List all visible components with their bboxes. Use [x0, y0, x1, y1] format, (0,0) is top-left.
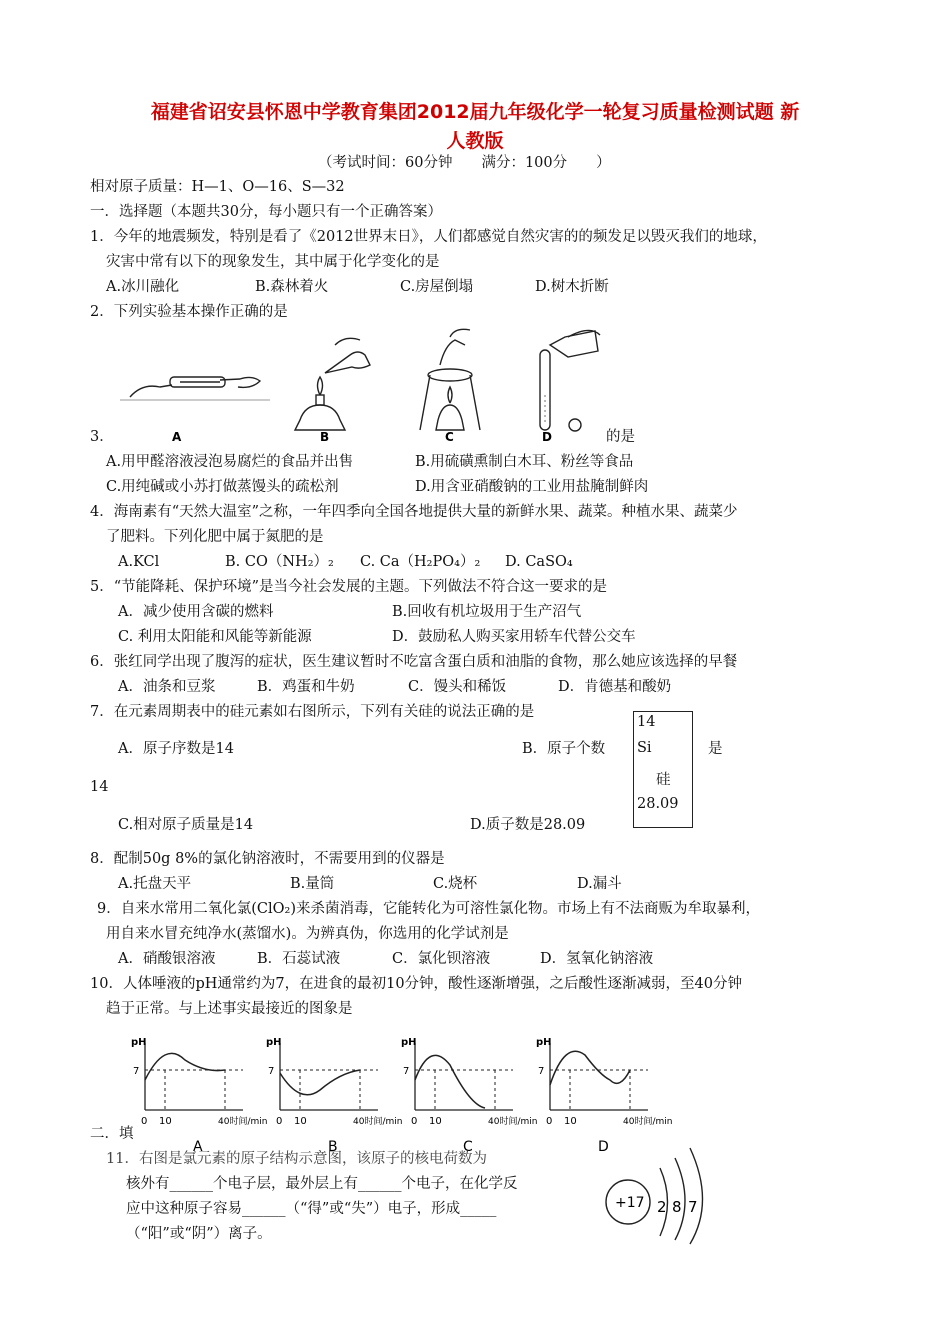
title-line-2: 人教版: [446, 130, 504, 152]
q7-option-b-tail: 是: [708, 741, 723, 757]
chlorine-atom-diagram: [600, 1140, 730, 1240]
q9-line-1: 9．自来水常用二氧化氯(ClO₂)来杀菌消毒，它能转化为可溶性氯化物。市场上有不法商贩为牟取暴利，: [97, 901, 760, 917]
q4-line-1: 4．海南素有“天然大温室”之称，一年四季向全国各地提供大量的新鲜水果、蔬菜。种植水果、蔬菜少: [90, 504, 738, 520]
q3-option-b: B.用硫磺熏制白木耳、粉丝等食品: [415, 454, 634, 470]
x-tick-0: 0: [141, 1116, 148, 1127]
y-axis-label: pH: [131, 1037, 147, 1048]
q4-line-2: 了肥料。下列化肥中属于氮肥的是: [106, 529, 324, 545]
y-tick-7: 7: [268, 1066, 275, 1077]
section-2-heading: 二．填: [90, 1126, 134, 1142]
q4-option-a: A.KCl: [118, 554, 160, 570]
q5-option-b: B.回收有机垃圾用于生产沼气: [392, 604, 582, 620]
shell-electrons-1: 2: [657, 1198, 667, 1216]
q4-option-b: B. CO（NH₂）₂: [225, 554, 334, 570]
q8-option-b: B.量筒: [290, 876, 335, 892]
ph-curve: [280, 1070, 360, 1095]
q4-option-c: C. Ca（H₂PO₄）₂: [360, 554, 481, 570]
page-title: [80, 98, 870, 156]
x-tick-40: 40时间/min: [623, 1117, 673, 1127]
q9-option-c: C．氯化钡溶液: [392, 951, 491, 967]
q2-label-c: C: [445, 430, 454, 444]
q6-option-b: B．鸡蛋和牛奶: [257, 679, 355, 695]
q3-option-d: D.用含亚硝酸钠的工业用盐腌制鲜肉: [415, 479, 649, 495]
ph-curve: [415, 1055, 485, 1108]
q8-stem: 8．配制50g 8%的氯化钠溶液时，不需要用到的仪器是: [90, 851, 445, 867]
q2-label-a: A: [172, 430, 182, 444]
nucleus-charge: +17: [615, 1195, 645, 1211]
q11-line-1: 11．右图是氯元素的原子结构示意图，该原子的核电荷数为: [106, 1151, 487, 1167]
atomic-mass: 相对原子质量：H—1、O—16、S—32: [90, 179, 345, 195]
q11-line-3: 应中这种原子容易______（“得”或“失”）电子，形成_____: [126, 1201, 497, 1217]
q5-option-d: D．鼓励私人购买家用轿车代替公交车: [392, 629, 636, 645]
x-tick-10: 10: [159, 1116, 172, 1127]
x-tick-10: 10: [564, 1116, 577, 1127]
q7-option-c: C.相对原子质量是14: [118, 817, 254, 833]
x-tick-40: 40时间/min: [353, 1117, 403, 1127]
title-line-1: 福建省诏安县怀恩中学教育集团2012届九年级化学一轮复习质量检测试题 新: [150, 101, 800, 123]
q6-option-a: A．油条和豆浆: [118, 679, 216, 695]
q1-option-c: C.房屋倒塌: [400, 279, 474, 295]
y-axis-label: pH: [401, 1037, 417, 1048]
shell-electrons-3: 7: [688, 1198, 698, 1216]
q1-line-1: 1．今年的地震频发，特别是看了《2012世界末日》，人们都感觉自然灾害的的频发足以毁灭我们的地球，: [90, 229, 767, 245]
x-tick-0: 0: [411, 1116, 418, 1127]
q6-option-d: D．肯德基和酸奶: [558, 679, 672, 695]
q7-option-a: A．原子序数是14: [118, 741, 234, 757]
graph-label: B: [328, 1139, 338, 1155]
q2-label-d: D: [542, 430, 552, 444]
q2-figure: [120, 325, 620, 445]
ph-graph-b: [266, 1037, 402, 1155]
q10-graphs: [125, 1035, 673, 1160]
graph-label: A: [193, 1139, 203, 1155]
exam-info: （考试时间：60分钟 满分：100分 ）: [318, 155, 611, 171]
x-tick-40: 40时间/min: [488, 1117, 538, 1127]
graph-label: D: [598, 1139, 609, 1155]
q5-option-c: C. 利用太阳能和风能等新能源: [118, 629, 312, 645]
q2-figure-b: [295, 338, 370, 430]
ph-graph-a: [131, 1037, 267, 1155]
q2-stem: 2．下列实验基本操作正确的是: [90, 304, 288, 320]
q9-line-2: 用自来水冒充纯净水(蒸馏水)。为辨真伪，你选用的化学试剂是: [106, 926, 509, 942]
y-tick-7: 7: [133, 1066, 140, 1077]
q6-option-c: C．馒头和稀饭: [408, 679, 507, 695]
y-tick-7: 7: [538, 1066, 545, 1077]
q11-line-2: 核外有______个电子层，最外层上有______个电子，在化学反: [126, 1176, 518, 1192]
q1-option-b: B.森林着火: [255, 279, 329, 295]
q2-figure-d: [540, 330, 600, 431]
q10-line-1: 10．人体唾液的pH通常约为7，在进食的最初10分钟，酸性逐渐增强，之后酸性逐渐减弱，至40分钟: [90, 976, 743, 992]
x-tick-40: 40时间/min: [218, 1117, 268, 1127]
ph-curve: [550, 1051, 630, 1085]
q2-figure-a: [120, 377, 270, 400]
q8-option-c: C.烧杯: [433, 876, 478, 892]
q1-option-d: D.树木折断: [535, 279, 609, 295]
element-number: 14: [637, 714, 656, 730]
q8-option-a: A.托盘天平: [118, 876, 192, 892]
y-axis-label: pH: [266, 1037, 282, 1048]
y-tick-7: 7: [403, 1066, 410, 1077]
q7-option-d: D.质子数是28.09: [470, 817, 586, 833]
silicon-element-box: [633, 711, 693, 828]
q7-option-b: B．原子个数: [522, 741, 606, 757]
q5-stem: 5．“节能降耗、保护环境”是当今社会发展的主题。下列做法不符合这一要求的是: [90, 579, 608, 595]
q9-option-d: D．氢氧化钠溶液: [540, 951, 654, 967]
q10-line-2: 趋于正常。与上述事实最接近的图象是: [106, 1001, 353, 1017]
q4-option-d: D. CaSO₄: [505, 554, 573, 570]
x-tick-0: 0: [276, 1116, 283, 1127]
x-tick-10: 10: [429, 1116, 442, 1127]
ph-graph-c: [401, 1037, 537, 1155]
x-tick-0: 0: [546, 1116, 553, 1127]
q9-option-a: A．硝酸银溶液: [118, 951, 216, 967]
ph-curve: [145, 1053, 225, 1080]
shell-electrons-2: 8: [672, 1198, 682, 1216]
x-tick-10: 10: [294, 1116, 307, 1127]
q1-line-2: 灾害中常有以下的现象发生，其中属于化学变化的是: [106, 254, 440, 270]
q11-line-4: （“阳”或“阴”）离子。: [126, 1226, 272, 1242]
q5-option-a: A．减少使用含碳的燃料: [118, 604, 274, 620]
q6-stem: 6．张红同学出现了腹泻的症状，医生建议暂时不吃富含蛋白质和油脂的食物，那么她应该选择的早餐: [90, 654, 738, 670]
q3-option-c: C.用纯碱或小苏打做蒸馒头的疏松剂: [106, 479, 339, 495]
graph-label: C: [463, 1139, 473, 1155]
section-1-heading: 一．选择题（本题共30分，每小题只有一个正确答案）: [90, 204, 442, 220]
q2-label-b: B: [320, 430, 330, 444]
q2-figure-c: [420, 329, 480, 430]
q7-stem: 7．在元素周期表中的硅元素如右图所示，下列有关硅的说法正确的是: [90, 704, 535, 720]
q3-option-a: A.用甲醛溶液浸泡易腐烂的食品并出售: [106, 454, 354, 470]
q3-number: 3．: [90, 429, 114, 445]
q3-stem-tail: 的是: [606, 429, 635, 445]
q1-option-a: A.冰川融化: [106, 279, 180, 295]
q8-option-d: D.漏斗: [577, 876, 622, 892]
electron-shell-3: [690, 1148, 703, 1244]
ph-graph-d: [536, 1037, 672, 1155]
element-mass: 28.09: [637, 796, 679, 812]
q9-option-b: B．石蕊试液: [257, 951, 341, 967]
element-name: 硅: [656, 772, 671, 788]
q7-option-b-wrap: 14: [90, 779, 109, 795]
y-axis-label: pH: [536, 1037, 552, 1048]
element-symbol: Si: [637, 740, 652, 756]
